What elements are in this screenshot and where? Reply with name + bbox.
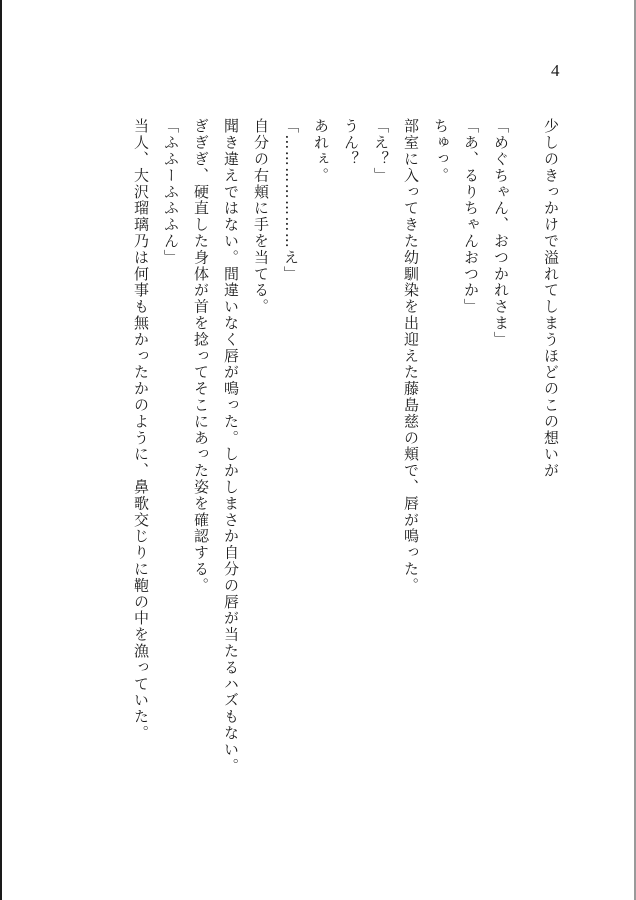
text-line-dialogue: 「…………………え」 — [282, 118, 300, 282]
text-line: 当人、大沢瑠璃乃は何事も無かったかのように、鼻歌交じりに鞄の中を漁っていた。 — [132, 118, 150, 742]
text-line-dialogue: 「え？」 — [372, 118, 390, 184]
text-line-dialogue: 「あ、るりちゃんおつか」 — [462, 118, 480, 315]
vertical-text-body — [96, 118, 566, 808]
text-line: あれぇ。 — [312, 118, 330, 184]
page-number: 4 — [551, 61, 560, 80]
text-line: 聞き違えではない。間違いなく唇が鳴った。しかしまさか自分の唇が当たるハズもない。 — [222, 118, 240, 774]
text-line: 自分の右頬に手を当てる。 — [252, 118, 270, 315]
text-line-dialogue: 「ふふーふふふん」 — [162, 118, 180, 266]
text-line-opening: 少しのきっかけで溢れてしまうほどのこの想いが — [542, 118, 560, 479]
page-left-border — [0, 0, 2, 900]
text-line: ぎぎぎ、硬直した身体が首を捻ってそこにあった姿を確認する。 — [192, 118, 210, 594]
text-line: ちゅっ。 — [432, 118, 450, 184]
text-line-dialogue: 「めぐちゃん、おつかれさま」 — [492, 118, 510, 348]
text-line: うん？ — [342, 118, 360, 168]
text-line: 部室に入ってきた幼馴染を出迎えた藤島慈の頬で、唇が鳴った。 — [402, 118, 420, 594]
